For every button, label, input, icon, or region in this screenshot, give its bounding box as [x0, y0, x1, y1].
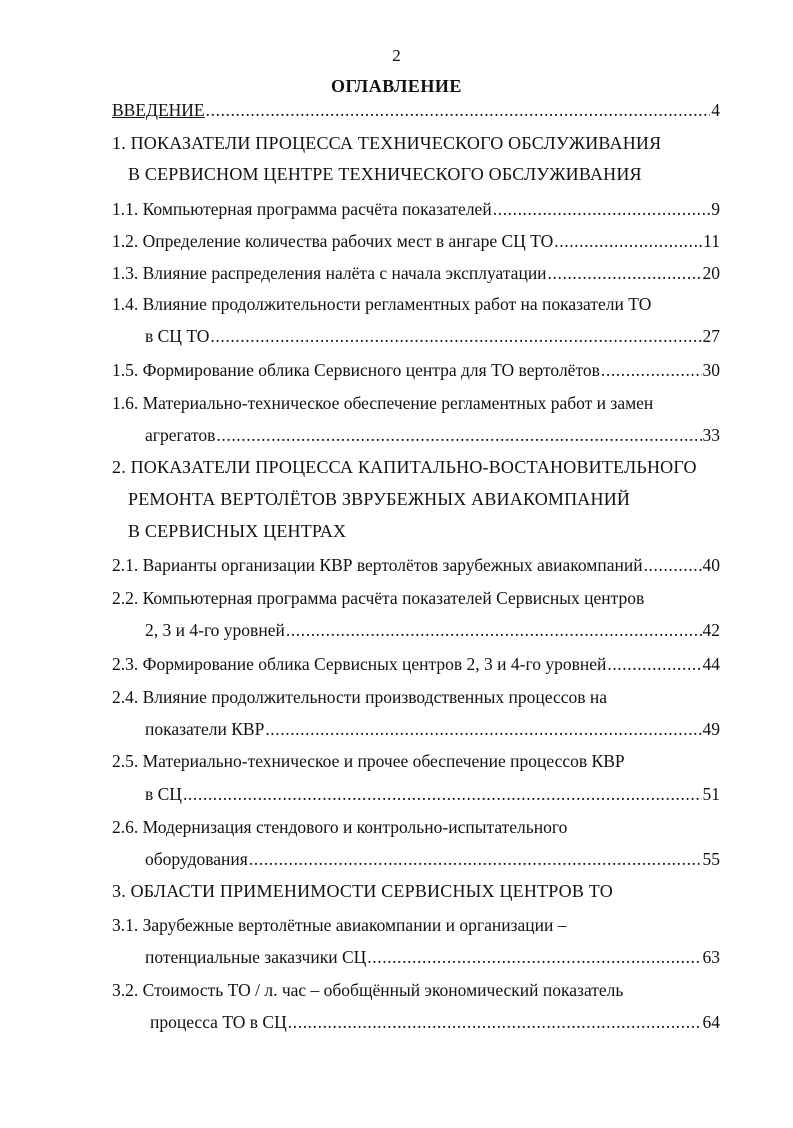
- toc-entry-3-2[interactable]: [150, 1009, 720, 1035]
- toc-entry-2-5-line1: 2.5. Материально-техническое и прочее обеспечение процессов КВР: [112, 751, 625, 771]
- toc-entry-text: в СЦ: [145, 784, 182, 804]
- toc-entry-1-6[interactable]: [145, 422, 720, 448]
- dot-leader: [286, 617, 702, 643]
- toc-entry-text: 1.3. Влияние распределения налёта с начала эксплуатации: [112, 263, 547, 283]
- toc-entry-text: показатели КВР: [145, 719, 265, 739]
- toc-entry-1-3[interactable]: [112, 260, 720, 286]
- toc-entry-page: 64: [702, 1012, 720, 1032]
- dot-leader: [644, 552, 702, 578]
- toc-entry-1-2[interactable]: [112, 228, 720, 254]
- toc-entry-page: 55: [702, 849, 720, 869]
- toc-entry-page: 11: [703, 231, 720, 251]
- toc-entry-2-6-line1: 2.6. Модернизация стендового и контрольно-испытательного: [112, 817, 568, 837]
- toc-entry-1-4[interactable]: [145, 323, 720, 349]
- toc-entry-page: 9: [711, 199, 720, 219]
- toc-entry-2-5[interactable]: [145, 781, 720, 807]
- dot-leader: [554, 228, 702, 254]
- toc-entry-text: 2, 3 и 4-го уровней: [145, 620, 285, 640]
- section-heading-2-line2: РЕМОНТА ВЕРТОЛЁТОВ ЗВРУБЕЖНЫХ АВИАКОМПАНИЙ: [128, 489, 631, 509]
- toc-entry-page: 33: [702, 425, 720, 445]
- toc-entry-1-5[interactable]: [112, 357, 720, 383]
- toc-title: ОГЛАВЛЕНИЕ: [331, 76, 462, 96]
- toc-entry-text: 1.5. Формирование облика Сервисного центра для ТО вертолётов: [112, 360, 600, 380]
- section-heading-2-line3: В СЕРВИСНЫХ ЦЕНТРАХ: [128, 521, 347, 541]
- dot-leader: [216, 422, 701, 448]
- page-number: 2: [392, 46, 401, 65]
- toc-entry-page: 42: [702, 620, 720, 640]
- section-heading-1-line1: 1. ПОКАЗАТЕЛИ ПРОЦЕССА ТЕХНИЧЕСКОГО ОБСЛУЖИВАНИЯ: [112, 133, 662, 153]
- toc-entry-page: 30: [702, 360, 720, 380]
- toc-entry-page: 27: [702, 326, 720, 346]
- dot-leader: [210, 323, 701, 349]
- dot-leader: [265, 716, 701, 742]
- toc-entry-text: ВВЕДЕНИЕ: [112, 100, 205, 120]
- toc-entry-2-6[interactable]: [145, 846, 720, 872]
- toc-entry-3-1[interactable]: [145, 944, 720, 970]
- dot-leader: [249, 846, 702, 872]
- toc-entry-3-2-line1: 3.2. Стоимость ТО / л. час – обобщённый экономический показатель: [112, 980, 624, 1000]
- section-heading-3: 3. ОБЛАСТИ ПРИМЕНИМОСТИ СЕРВИСНЫХ ЦЕНТРОВ ТО: [112, 881, 613, 901]
- toc-entry-1-1[interactable]: [112, 196, 720, 222]
- toc-entry-intro[interactable]: [112, 97, 720, 123]
- section-heading-2-line1: 2. ПОКАЗАТЕЛИ ПРОЦЕССА КАПИТАЛЬНО-ВОСТАНОВИТЕЛЬНОГО: [112, 457, 697, 477]
- dot-leader: [548, 260, 702, 286]
- toc-entry-text: 2.3. Формирование облика Сервисных центров 2, 3 и 4-го уровней: [112, 654, 607, 674]
- dot-leader: [367, 944, 701, 970]
- toc-entry-2-1[interactable]: [112, 552, 720, 578]
- dot-leader: [601, 357, 702, 383]
- toc-entry-page: 20: [702, 263, 720, 283]
- toc-entry-text: 1.1. Компьютерная программа расчёта показателей: [112, 199, 492, 219]
- toc-entry-text: в СЦ ТО: [145, 326, 210, 346]
- toc-entry-text: 2.1. Варианты организации КВР вертолётов зарубежных авиакомпаний: [112, 555, 643, 575]
- toc-entry-2-3[interactable]: [112, 651, 720, 677]
- toc-entry-1-4-line1: 1.4. Влияние продолжительности регламентных работ на показатели ТО: [112, 294, 652, 314]
- toc-entry-page: 63: [702, 947, 720, 967]
- toc-entry-page: 49: [702, 719, 720, 739]
- dot-leader: [206, 97, 711, 123]
- toc-entry-2-2[interactable]: [145, 617, 720, 643]
- toc-entry-page: 40: [702, 555, 720, 575]
- toc-entry-text: оборудования: [145, 849, 248, 869]
- toc-entry-text: процесса ТО в СЦ: [150, 1012, 287, 1032]
- toc-entry-text: потенциальные заказчики СЦ: [145, 947, 367, 967]
- toc-entry-page: 44: [702, 654, 720, 674]
- toc-entry-text: агрегатов: [145, 425, 216, 445]
- toc-entry-2-4[interactable]: [145, 716, 720, 742]
- dot-leader: [493, 196, 711, 222]
- dot-leader: [183, 781, 702, 807]
- toc-entry-page: 51: [702, 784, 720, 804]
- dot-leader: [607, 651, 701, 677]
- toc-entry-1-6-line1: 1.6. Материально-техническое обеспечение регламентных работ и замен: [112, 393, 654, 413]
- section-heading-1-line2: В СЕРВИСНОМ ЦЕНТРЕ ТЕХНИЧЕСКОГО ОБСЛУЖИВАНИЯ: [128, 164, 642, 184]
- toc-entry-3-1-line1: 3.1. Зарубежные вертолётные авиакомпании и организации –: [112, 915, 567, 935]
- dot-leader: [288, 1009, 702, 1035]
- toc-entry-text: 1.2. Определение количества рабочих мест в ангаре СЦ ТО: [112, 231, 554, 251]
- toc-entry-2-4-line1: 2.4. Влияние продолжительности производственных процессов на: [112, 687, 608, 707]
- toc-entry-2-2-line1: 2.2. Компьютерная программа расчёта показателей Сервисных центров: [112, 588, 645, 608]
- toc-entry-page: 4: [711, 100, 720, 120]
